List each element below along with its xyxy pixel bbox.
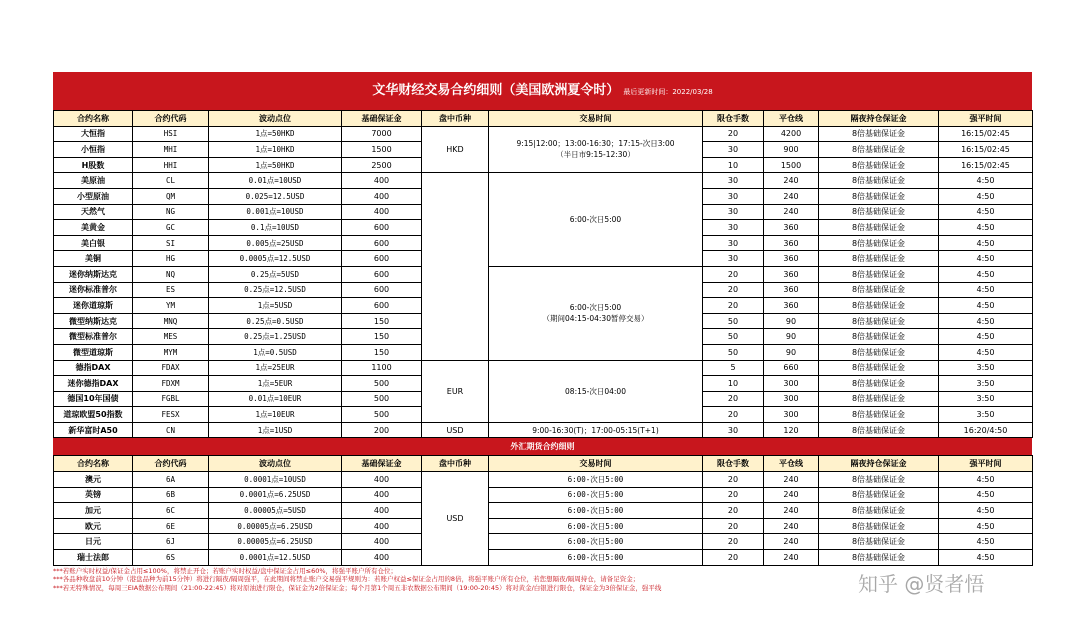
close-line: 120 bbox=[764, 422, 819, 438]
tick-value: 0.0001点=10USD bbox=[209, 472, 342, 488]
contract-code: FESX bbox=[133, 407, 209, 423]
force-close-time: 4:50 bbox=[939, 204, 1033, 220]
currency-cell: USD bbox=[422, 422, 489, 438]
base-margin: 200 bbox=[342, 422, 422, 438]
table-row bbox=[54, 503, 1033, 519]
contract-name: 澳元 bbox=[54, 472, 133, 488]
force-close-time: 4:50 bbox=[939, 503, 1033, 519]
overnight-margin: 8倍基础保证金 bbox=[819, 534, 939, 550]
position-limit: 30 bbox=[703, 204, 764, 220]
fx-section-title: 外汇期货合约细则 bbox=[53, 438, 1032, 455]
force-close-time: 3:50 bbox=[939, 391, 1033, 407]
contract-code: MNQ bbox=[133, 313, 209, 329]
contract-name: 迷你纳斯达克 bbox=[54, 266, 133, 282]
force-close-time: 4:50 bbox=[939, 487, 1033, 503]
position-limit: 30 bbox=[703, 251, 764, 267]
tick-value: 0.01点=10EUR bbox=[209, 391, 342, 407]
overnight-margin: 8倍基础保证金 bbox=[819, 518, 939, 534]
base-margin: 500 bbox=[342, 376, 422, 392]
close-line: 90 bbox=[764, 313, 819, 329]
force-close-time: 4:50 bbox=[939, 173, 1033, 189]
base-margin: 500 bbox=[342, 407, 422, 423]
position-limit: 20 bbox=[703, 126, 764, 142]
contract-code: SI bbox=[133, 235, 209, 251]
contract-name: 迷你道琼斯 bbox=[54, 298, 133, 314]
fx-header-row bbox=[54, 456, 1033, 472]
position-limit: 30 bbox=[703, 173, 764, 189]
trading-time-line: 9:00-16:30(T)；17:00-05:15(T+1) bbox=[532, 425, 659, 435]
close-line: 360 bbox=[764, 220, 819, 236]
overnight-margin: 8倍基础保证金 bbox=[819, 282, 939, 298]
overnight-margin: 8倍基础保证金 bbox=[819, 407, 939, 423]
close-line: 240 bbox=[764, 173, 819, 189]
overnight-margin: 8倍基础保证金 bbox=[819, 157, 939, 173]
contract-name: 微型道琼斯 bbox=[54, 344, 133, 360]
force-close-time: 16:20/4:50 bbox=[939, 422, 1033, 438]
column-header: 交易时间 bbox=[489, 456, 703, 472]
column-header: 波动点位 bbox=[209, 456, 342, 472]
force-close-time: 4:50 bbox=[939, 329, 1033, 345]
note-line: ***若账户实时权益/保证金占用≤100%，将禁止开仓；若账户实时权益/盘中保证金占用≤60%，将强平账户所有仓位； bbox=[53, 566, 398, 575]
table-row bbox=[54, 472, 1033, 488]
base-margin: 400 bbox=[342, 487, 422, 503]
overnight-margin: 8倍基础保证金 bbox=[819, 550, 939, 566]
contract-code: MHI bbox=[133, 142, 209, 158]
last-updated: 最后更新时间：2022/03/28 bbox=[623, 88, 713, 96]
tick-value: 1点=50HKD bbox=[209, 157, 342, 173]
contract-name: 天然气 bbox=[54, 204, 133, 220]
base-margin: 500 bbox=[342, 391, 422, 407]
position-limit: 20 bbox=[703, 487, 764, 503]
overnight-margin: 8倍基础保证金 bbox=[819, 126, 939, 142]
overnight-margin: 8倍基础保证金 bbox=[819, 503, 939, 519]
contract-name: 日元 bbox=[54, 534, 133, 550]
base-margin: 400 bbox=[342, 188, 422, 204]
tick-value: 0.0005点=12.5USD bbox=[209, 251, 342, 267]
close-line: 360 bbox=[764, 282, 819, 298]
force-close-time: 4:50 bbox=[939, 344, 1033, 360]
contract-name: 美白银 bbox=[54, 235, 133, 251]
base-margin: 400 bbox=[342, 503, 422, 519]
trading-time-line: 08:15-次日04:00 bbox=[565, 386, 626, 396]
column-header: 波动点位 bbox=[209, 111, 342, 127]
trading-time-cell bbox=[489, 360, 703, 422]
contract-name: 英镑 bbox=[54, 487, 133, 503]
close-line: 660 bbox=[764, 360, 819, 376]
force-close-time: 3:50 bbox=[939, 360, 1033, 376]
force-close-time: 4:50 bbox=[939, 313, 1033, 329]
position-limit: 20 bbox=[703, 503, 764, 519]
column-header: 合约代码 bbox=[133, 111, 209, 127]
contract-code: GC bbox=[133, 220, 209, 236]
contract-name: 欧元 bbox=[54, 518, 133, 534]
base-margin: 1100 bbox=[342, 360, 422, 376]
contract-code: 6E bbox=[133, 518, 209, 534]
contract-code: MES bbox=[133, 329, 209, 345]
contract-name: 迷你德指DAX bbox=[54, 376, 133, 392]
contract-code: 6A bbox=[133, 472, 209, 488]
force-close-time: 3:50 bbox=[939, 407, 1033, 423]
contract-code: YM bbox=[133, 298, 209, 314]
base-margin: 150 bbox=[342, 329, 422, 345]
contract-name: 瑞士法郎 bbox=[54, 550, 133, 566]
column-header: 平仓线 bbox=[764, 456, 819, 472]
overnight-margin: 8倍基础保证金 bbox=[819, 360, 939, 376]
trading-time-line: 6:00-次日5:00 bbox=[569, 215, 622, 225]
base-margin: 2500 bbox=[342, 157, 422, 173]
close-line: 240 bbox=[764, 204, 819, 220]
overnight-margin: 8倍基础保证金 bbox=[819, 142, 939, 158]
currency-cell: EUR bbox=[422, 360, 489, 422]
force-close-time: 4:50 bbox=[939, 518, 1033, 534]
overnight-margin: 8倍基础保证金 bbox=[819, 376, 939, 392]
position-limit: 30 bbox=[703, 422, 764, 438]
watermark: 知乎 @贤者悟 bbox=[858, 572, 985, 596]
close-line: 240 bbox=[764, 534, 819, 550]
trading-time-cell: 6:00-次日5:00 bbox=[489, 487, 703, 503]
column-header: 基础保证金 bbox=[342, 111, 422, 127]
overnight-margin: 8倍基础保证金 bbox=[819, 173, 939, 189]
column-header: 盘中币种 bbox=[422, 456, 489, 472]
overnight-margin: 8倍基础保证金 bbox=[819, 487, 939, 503]
note-line: ***若无特殊情况，每周三EIA数据公布期间（21:00-22:45）将对原油进行限仓，保证金为2倍保证金；每个月第1个周五非农数据公布期间（19:00-20:45）将对黄金/白银进行限仓，保证金为3倍保证金，强平线 bbox=[53, 583, 662, 592]
tick-value: 1点=25EUR bbox=[209, 360, 342, 376]
tick-value: 0.25点=12.5USD bbox=[209, 282, 342, 298]
overnight-margin: 8倍基础保证金 bbox=[819, 220, 939, 236]
overnight-margin: 8倍基础保证金 bbox=[819, 422, 939, 438]
column-header: 强平时间 bbox=[939, 111, 1033, 127]
base-margin: 400 bbox=[342, 472, 422, 488]
column-header: 限仓手数 bbox=[703, 456, 764, 472]
tick-value: 0.25点=0.5USD bbox=[209, 313, 342, 329]
overnight-margin: 8倍基础保证金 bbox=[819, 204, 939, 220]
close-line: 240 bbox=[764, 472, 819, 488]
column-header: 合约代码 bbox=[133, 456, 209, 472]
close-line: 360 bbox=[764, 235, 819, 251]
contract-name: 小恒指 bbox=[54, 142, 133, 158]
fx-table bbox=[53, 455, 1033, 565]
overnight-margin: 8倍基础保证金 bbox=[819, 329, 939, 345]
contract-code: QM bbox=[133, 188, 209, 204]
base-margin: 600 bbox=[342, 251, 422, 267]
tick-value: 0.00005点=5USD bbox=[209, 503, 342, 519]
close-line: 300 bbox=[764, 376, 819, 392]
position-limit: 20 bbox=[703, 550, 764, 566]
contract-code: 6S bbox=[133, 550, 209, 566]
position-limit: 20 bbox=[703, 407, 764, 423]
contract-name: 美原油 bbox=[54, 173, 133, 189]
tick-value: 1点=10EUR bbox=[209, 407, 342, 423]
column-header: 合约名称 bbox=[54, 456, 133, 472]
contract-code: NQ bbox=[133, 266, 209, 282]
contract-code: CL bbox=[133, 173, 209, 189]
tick-value: 0.1点=10USD bbox=[209, 220, 342, 236]
tick-value: 1点=5EUR bbox=[209, 376, 342, 392]
table-row bbox=[54, 422, 1033, 438]
position-limit: 20 bbox=[703, 266, 764, 282]
trading-time-cell: 6:00-次日5:00 bbox=[489, 503, 703, 519]
base-margin: 600 bbox=[342, 266, 422, 282]
contract-code: FGBL bbox=[133, 391, 209, 407]
force-close-time: 4:50 bbox=[939, 220, 1033, 236]
column-header: 隔夜持仓保证金 bbox=[819, 456, 939, 472]
table-row bbox=[54, 266, 1033, 282]
position-limit: 20 bbox=[703, 472, 764, 488]
currency-cell: USD bbox=[422, 472, 489, 566]
close-line: 240 bbox=[764, 550, 819, 566]
contract-name: 美铜 bbox=[54, 251, 133, 267]
table-row bbox=[54, 173, 1033, 189]
close-line: 1500 bbox=[764, 157, 819, 173]
position-limit: 10 bbox=[703, 376, 764, 392]
trading-time-cell bbox=[489, 266, 703, 360]
force-close-time: 4:50 bbox=[939, 251, 1033, 267]
column-header: 强平时间 bbox=[939, 456, 1033, 472]
overnight-margin: 8倍基础保证金 bbox=[819, 313, 939, 329]
contract-code: MYM bbox=[133, 344, 209, 360]
column-header: 基础保证金 bbox=[342, 456, 422, 472]
base-margin: 600 bbox=[342, 298, 422, 314]
table-row bbox=[54, 126, 1033, 142]
overnight-margin: 8倍基础保证金 bbox=[819, 391, 939, 407]
contract-code: 6J bbox=[133, 534, 209, 550]
force-close-time: 16:15/02:45 bbox=[939, 142, 1033, 158]
trading-time-cell bbox=[489, 422, 703, 438]
contract-name: 微型纳斯达克 bbox=[54, 313, 133, 329]
base-margin: 400 bbox=[342, 550, 422, 566]
trading-time-line: 9:15|12:00；13:00-16:30；17:15-次日3:00 bbox=[516, 139, 675, 149]
tick-value: 1点=0.5USD bbox=[209, 344, 342, 360]
tick-value: 0.001点=10USD bbox=[209, 204, 342, 220]
close-line: 360 bbox=[764, 251, 819, 267]
contract-name: 德国10年国债 bbox=[54, 391, 133, 407]
force-close-time: 4:50 bbox=[939, 282, 1033, 298]
column-header: 盘中币种 bbox=[422, 111, 489, 127]
contract-code: HSI bbox=[133, 126, 209, 142]
close-line: 4200 bbox=[764, 126, 819, 142]
contract-name: 微型标准普尔 bbox=[54, 329, 133, 345]
futures-table bbox=[53, 110, 1033, 438]
table-row bbox=[54, 487, 1033, 503]
force-close-time: 4:50 bbox=[939, 472, 1033, 488]
position-limit: 30 bbox=[703, 142, 764, 158]
base-margin: 1500 bbox=[342, 142, 422, 158]
table-row bbox=[54, 534, 1033, 550]
futures-header-row bbox=[54, 111, 1033, 127]
close-line: 300 bbox=[764, 391, 819, 407]
contract-name: 小型原油 bbox=[54, 188, 133, 204]
tick-value: 0.00005点=6.25USD bbox=[209, 518, 342, 534]
column-header: 平仓线 bbox=[764, 111, 819, 127]
trading-time-cell bbox=[489, 126, 703, 173]
position-limit: 30 bbox=[703, 235, 764, 251]
tick-value: 1点=10HKD bbox=[209, 142, 342, 158]
table-row bbox=[54, 550, 1033, 566]
tick-value: 0.0001点=6.25USD bbox=[209, 487, 342, 503]
position-limit: 10 bbox=[703, 157, 764, 173]
trading-time-cell: 6:00-次日5:00 bbox=[489, 550, 703, 566]
position-limit: 50 bbox=[703, 313, 764, 329]
position-limit: 30 bbox=[703, 220, 764, 236]
tick-value: 0.005点=25USD bbox=[209, 235, 342, 251]
tick-value: 0.25点=5USD bbox=[209, 266, 342, 282]
contract-name: 加元 bbox=[54, 503, 133, 519]
contract-name: 新华富时A50 bbox=[54, 422, 133, 438]
force-close-time: 4:50 bbox=[939, 266, 1033, 282]
overnight-margin: 8倍基础保证金 bbox=[819, 266, 939, 282]
contract-code: FDAX bbox=[133, 360, 209, 376]
contract-name: H股数 bbox=[54, 157, 133, 173]
trading-time-cell: 6:00-次日5:00 bbox=[489, 518, 703, 534]
contract-name: 迷你标准普尔 bbox=[54, 282, 133, 298]
sheet-title: 文华财经交易合约细则（美国欧洲夏令时） bbox=[372, 83, 620, 98]
position-limit: 5 bbox=[703, 360, 764, 376]
close-line: 240 bbox=[764, 487, 819, 503]
position-limit: 20 bbox=[703, 391, 764, 407]
base-margin: 600 bbox=[342, 235, 422, 251]
close-line: 90 bbox=[764, 344, 819, 360]
trading-time-cell: 6:00-次日5:00 bbox=[489, 534, 703, 550]
tick-value: 0.025=12.5USD bbox=[209, 188, 342, 204]
contract-name: 美黄金 bbox=[54, 220, 133, 236]
tick-value: 0.00005点=6.25USD bbox=[209, 534, 342, 550]
position-limit: 50 bbox=[703, 344, 764, 360]
close-line: 300 bbox=[764, 407, 819, 423]
close-line: 240 bbox=[764, 518, 819, 534]
position-limit: 20 bbox=[703, 298, 764, 314]
tick-value: 1点=1USD bbox=[209, 422, 342, 438]
close-line: 360 bbox=[764, 266, 819, 282]
contract-code: FDXM bbox=[133, 376, 209, 392]
table-row bbox=[54, 360, 1033, 376]
overnight-margin: 8倍基础保证金 bbox=[819, 472, 939, 488]
close-line: 240 bbox=[764, 188, 819, 204]
contract-code: HG bbox=[133, 251, 209, 267]
tick-value: 0.0001点=12.5USD bbox=[209, 550, 342, 566]
overnight-margin: 8倍基础保证金 bbox=[819, 251, 939, 267]
force-close-time: 4:50 bbox=[939, 298, 1033, 314]
trading-time-cell: 6:00-次日5:00 bbox=[489, 472, 703, 488]
position-limit: 20 bbox=[703, 518, 764, 534]
base-margin: 400 bbox=[342, 518, 422, 534]
tick-value: 0.25点=1.25USD bbox=[209, 329, 342, 345]
base-margin: 150 bbox=[342, 344, 422, 360]
contract-sheet bbox=[53, 72, 1032, 592]
base-margin: 400 bbox=[342, 534, 422, 550]
column-header: 合约名称 bbox=[54, 111, 133, 127]
base-margin: 600 bbox=[342, 282, 422, 298]
column-header: 交易时间 bbox=[489, 111, 703, 127]
force-close-time: 4:50 bbox=[939, 235, 1033, 251]
overnight-margin: 8倍基础保证金 bbox=[819, 344, 939, 360]
note-line: ***各品种收盘前10分钟（港盘品种为前15分钟）将进行隔夜/隔周强平，在此期间将禁止账户交易强平规则为：若账户权益≤保证金占用的8倍，将强平账户所有仓位，若您想隔夜/隔周持仓，请备足资金； bbox=[53, 575, 640, 584]
base-margin: 400 bbox=[342, 173, 422, 189]
tick-value: 1点=50HKD bbox=[209, 126, 342, 142]
base-margin: 600 bbox=[342, 220, 422, 236]
column-header: 隔夜持仓保证金 bbox=[819, 111, 939, 127]
tick-value: 0.01点=10USD bbox=[209, 173, 342, 189]
contract-code: 6B bbox=[133, 487, 209, 503]
overnight-margin: 8倍基础保证金 bbox=[819, 188, 939, 204]
overnight-margin: 8倍基础保证金 bbox=[819, 235, 939, 251]
contract-code: CN bbox=[133, 422, 209, 438]
contract-name: 道琼欧盟50指数 bbox=[54, 407, 133, 423]
contract-code: NG bbox=[133, 204, 209, 220]
base-margin: 150 bbox=[342, 313, 422, 329]
currency-cell: HKD bbox=[422, 126, 489, 173]
force-close-time: 16:15/02:45 bbox=[939, 157, 1033, 173]
force-close-time: 4:50 bbox=[939, 534, 1033, 550]
contract-code: 6C bbox=[133, 503, 209, 519]
trading-time-line: （半日市9:15-12:30） bbox=[556, 150, 635, 160]
column-header: 限仓手数 bbox=[703, 111, 764, 127]
trading-time-cell bbox=[489, 173, 703, 267]
contract-name: 德指DAX bbox=[54, 360, 133, 376]
contract-code: HHI bbox=[133, 157, 209, 173]
base-margin: 400 bbox=[342, 204, 422, 220]
close-line: 900 bbox=[764, 142, 819, 158]
close-line: 360 bbox=[764, 298, 819, 314]
tick-value: 1点=5USD bbox=[209, 298, 342, 314]
force-close-time: 4:50 bbox=[939, 188, 1033, 204]
force-close-time: 3:50 bbox=[939, 376, 1033, 392]
contract-name: 大恒指 bbox=[54, 126, 133, 142]
close-line: 90 bbox=[764, 329, 819, 345]
force-close-time: 16:15/02:45 bbox=[939, 126, 1033, 142]
position-limit: 20 bbox=[703, 282, 764, 298]
trading-time-line: （期间04:15-04:30暂停交易） bbox=[542, 314, 649, 324]
currency-cell bbox=[422, 173, 489, 360]
table-row bbox=[54, 518, 1033, 534]
position-limit: 20 bbox=[703, 534, 764, 550]
close-line: 240 bbox=[764, 503, 819, 519]
contract-code: ES bbox=[133, 282, 209, 298]
trading-time-line: 6:00-次日5:00 bbox=[569, 303, 622, 313]
title-bar bbox=[53, 72, 1032, 110]
force-close-time: 4:50 bbox=[939, 550, 1033, 566]
overnight-margin: 8倍基础保证金 bbox=[819, 298, 939, 314]
position-limit: 30 bbox=[703, 188, 764, 204]
position-limit: 50 bbox=[703, 329, 764, 345]
base-margin: 7000 bbox=[342, 126, 422, 142]
